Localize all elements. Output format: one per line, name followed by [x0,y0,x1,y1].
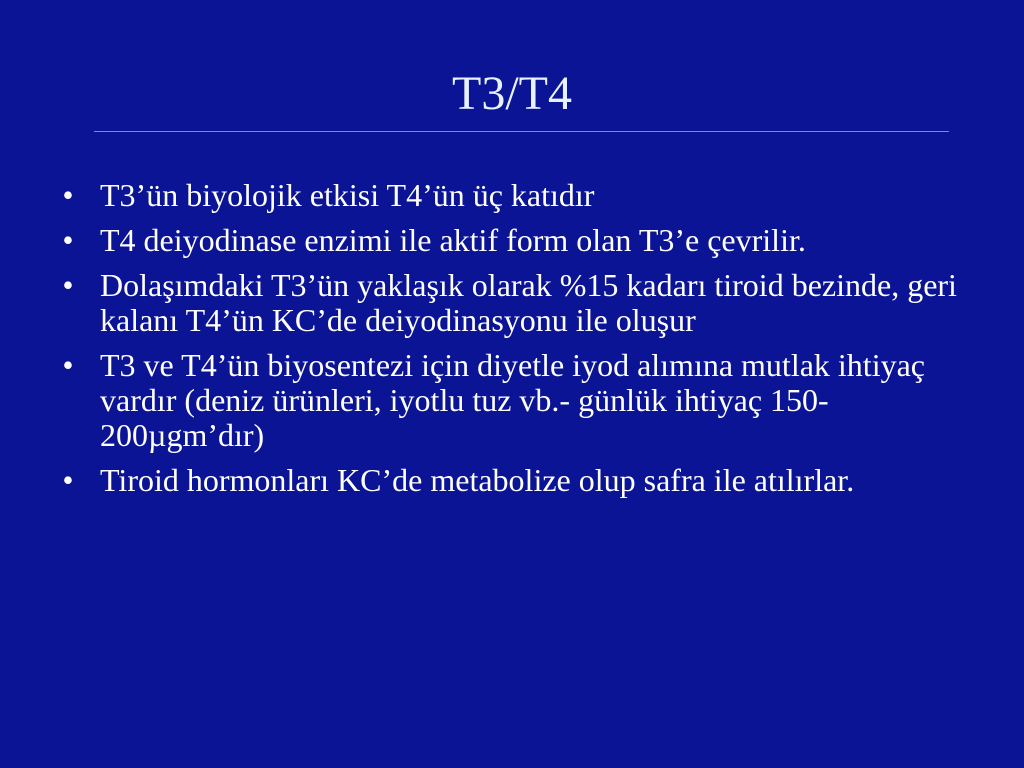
title-divider [94,131,949,132]
bullet-item [58,463,978,498]
bullet-icon: • [62,177,74,213]
bullet-text: T4 deiyodinase enzimi ile aktif form olan T3’e çevrilir. [100,222,806,258]
bullet-icon: • [62,267,74,303]
bullet-text: Dolaşımdaki T3’ün yaklaşık olarak %15 kadarı tiroid bezinde, geri kalanı T4’ün KC’de deiyodinasyonu ile oluşur [100,267,957,338]
bullet-item [58,178,978,213]
bullet-item [58,268,978,338]
bullet-item [58,348,978,453]
slide-title: T3/T4 [452,67,572,120]
bullet-item [58,223,978,258]
bullet-icon: • [62,462,74,498]
bullet-text: Tiroid hormonları KC’de metabolize olup safra ile atılırlar. [100,462,855,498]
bullet-text: T3’ün biyolojik etkisi T4’ün üç katıdır [100,177,595,213]
bullet-text: T3 ve T4’ün biyosentezi için diyetle iyod alımına mutlak ihtiyaç vardır (deniz ürünleri, iyotlu tuz vb.- günlük ihtiyaç 150-200µgm’dır) [100,347,925,453]
bullet-icon: • [62,222,74,258]
bullet-icon: • [62,347,74,383]
bullet-list [58,178,978,508]
